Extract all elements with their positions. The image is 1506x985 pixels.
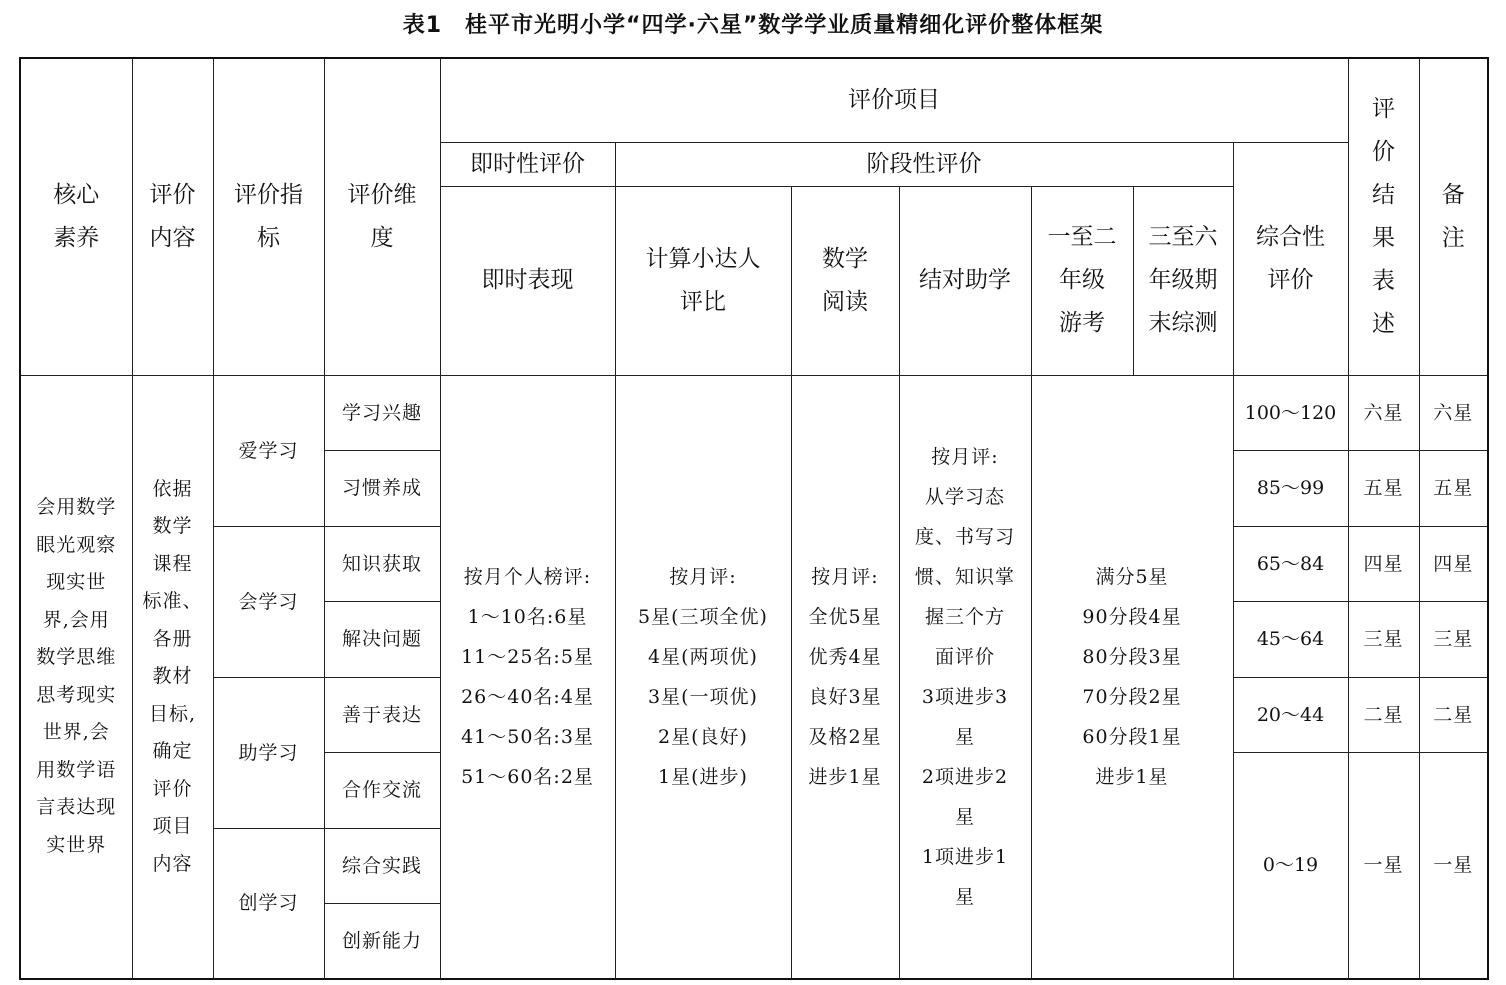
overall-range: 0～19: [1233, 752, 1348, 979]
indicator-create-learn: 创学习: [213, 828, 324, 979]
dimension-cell: 习惯养成: [324, 450, 440, 526]
header-phase-eval: 阶段性评价: [615, 142, 1233, 186]
result-level: 二星: [1348, 677, 1419, 752]
header-eval-result: 评 价 结 果 表 述: [1348, 58, 1419, 375]
header-grade-3-6-exam: 三至六 年级期 末综测: [1133, 186, 1233, 375]
result-level: 四星: [1348, 526, 1419, 601]
core-literacy-text: 会用数学 眼光观察 现实世 界,会用 数学思维 思考现实 世界,会 用数学语 言表达现 实世界: [20, 375, 132, 979]
dimension-cell: 合作交流: [324, 752, 440, 828]
result-level: 六星: [1348, 375, 1419, 450]
header-grade-1-2-exam: 一至二 年级 游考: [1031, 186, 1133, 375]
result-level: 一星: [1348, 752, 1419, 979]
dimension-cell: 创新能力: [324, 903, 440, 979]
math-reading-text: 按月评: 全优5星 优秀4星 良好3星 及格2星 进步1星: [791, 375, 899, 979]
header-eval-items: 评价项目: [440, 58, 1348, 142]
dimension-cell: 学习兴趣: [324, 375, 440, 450]
note-level: 一星: [1419, 752, 1488, 979]
header-calc-contest: 计算小达人 评比: [615, 186, 791, 375]
note-level: 五星: [1419, 450, 1488, 526]
header-note: 备 注: [1419, 58, 1488, 375]
dimension-cell: 善于表达: [324, 677, 440, 752]
header-eval-content: 评价 内容: [132, 58, 213, 375]
dimension-cell: 知识获取: [324, 526, 440, 601]
exam-score-text: 满分5星 90分段4星 80分段3星 70分段2星 60分段1星 进步1星: [1031, 375, 1233, 979]
note-level: 二星: [1419, 677, 1488, 752]
overall-range: 65～84: [1233, 526, 1348, 601]
header-instant-eval: 即时性评价: [440, 142, 615, 186]
calc-contest-text: 按月评: 5星(三项全优) 4星(两项优) 3星(一项优) 2星(良好) 1星(进步): [615, 375, 791, 979]
header-core-literacy: 核心 素养: [20, 58, 132, 375]
header-overall-eval: 综合性 评价: [1233, 142, 1348, 375]
overall-range: 20～44: [1233, 677, 1348, 752]
indicator-can-learn: 会学习: [213, 526, 324, 677]
eval-content-text: 依据 数学 课程 标准、 各册 教材 目标, 确定 评价 项目 内容: [132, 375, 213, 979]
header-eval-dimension: 评价维 度: [324, 58, 440, 375]
evaluation-framework-table: [19, 57, 1489, 980]
instant-performance-text: 按月个人榜评: 1～10名:6星 11～25名:5星 26～40名:4星 41～50名:3星 51～60名:2星: [440, 375, 615, 979]
overall-range: 85～99: [1233, 450, 1348, 526]
header-pair-study: 结对助学: [899, 186, 1031, 375]
header-math-reading: 数学 阅读: [791, 186, 899, 375]
note-level: 三星: [1419, 601, 1488, 677]
dimension-cell: 解决问题: [324, 601, 440, 677]
note-level: 四星: [1419, 526, 1488, 601]
result-level: 五星: [1348, 450, 1419, 526]
table-caption: 表1 桂平市光明小学“四学·六星”数学学业质量精细化评价整体框架: [402, 13, 1104, 38]
overall-range: 45～64: [1233, 601, 1348, 677]
note-level: 六星: [1419, 375, 1488, 450]
header-instant-performance: 即时表现: [440, 186, 615, 375]
header-eval-indicator: 评价指 标: [213, 58, 324, 375]
pair-study-text: 按月评: 从学习态 度、书写习 惯、知识掌 握三个方 面评价 3项进步3 星 2项进步2 星 1项进步1 星: [899, 375, 1031, 979]
overall-range: 100～120: [1233, 375, 1348, 450]
indicator-love-learning: 爱学习: [213, 375, 324, 526]
indicator-help-learn: 助学习: [213, 677, 324, 828]
result-level: 三星: [1348, 601, 1419, 677]
dimension-cell: 综合实践: [324, 828, 440, 903]
